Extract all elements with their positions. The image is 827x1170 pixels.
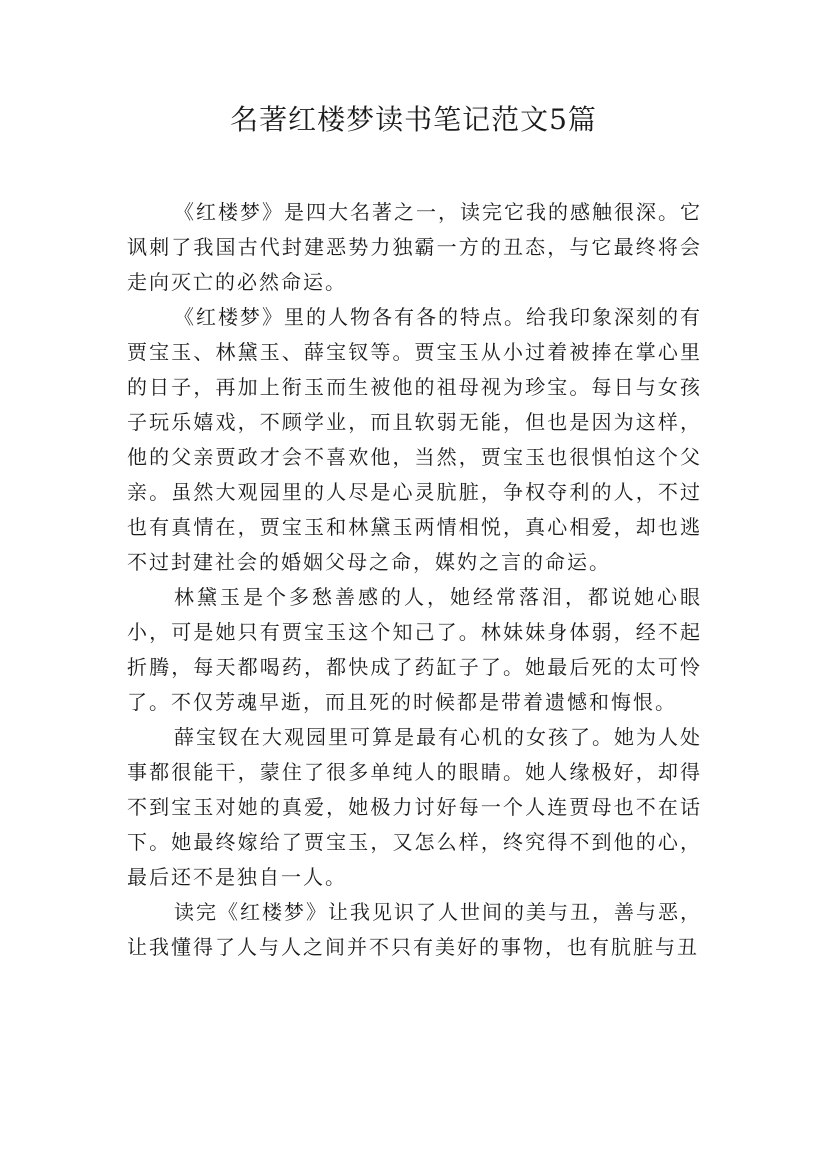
paragraph: 读完《红楼梦》让我见识了人世间的美与丑，善与恶，让我懂得了人与人之间并不只有美好的事物，也有肮脏与丑	[127, 900, 702, 959]
paragraph: 《红楼梦》里的人物各有各的特点。给我印象深刻的有贾宝玉、林黛玉、薛宝钗等。贾宝玉从小过着被捧在掌心里的日子，再加上衔玉而生被他的祖母视为珍宝。每日与女孩子玩乐嬉戏，不顾学业，而且软弱无能，但也是因为这样，他的父亲贾政才会不喜欢他，当然，贾宝玉也很惧怕这个父亲。虽然大观园里的人尽是心灵肮脏，争权夺利的人，不过也有真情在，贾宝玉和林黛玉两情相悦，真心相爱，却也逃不过封建社会的婚姻父母之命，媒妁之言的命运。	[127, 305, 702, 574]
paragraph: 《红楼梦》是四大名著之一，读完它我的感触很深。它讽刺了我国古代封建恶势力独霸一方的丑态，与它最终将会走向灭亡的必然命运。	[127, 200, 702, 294]
paragraph: 林黛玉是个多愁善感的人，她经常落泪，都说她心眼小，可是她只有贾宝玉这个知己了。林妹妹身体弱，经不起折腾，每天都喝药，都快成了药缸子了。她最后死的太可怜了。不仅芳魂早逝，而且死的时候都是带着遗憾和悔恨。	[127, 585, 702, 714]
paragraph: 薛宝钗在大观园里可算是最有心机的女孩了。她为人处事都很能干，蒙住了很多单纯人的眼睛。她人缘极好，却得不到宝玉对她的真爱，她极力讨好每一个人连贾母也不在话下。她最终嫁给了贾宝玉，又怎么样，终究得不到他的心，最后还不是独自一人。	[127, 725, 702, 889]
document-title: 名著红楼梦读书笔记范文5篇	[230, 103, 597, 136]
document-body	[127, 195, 702, 965]
